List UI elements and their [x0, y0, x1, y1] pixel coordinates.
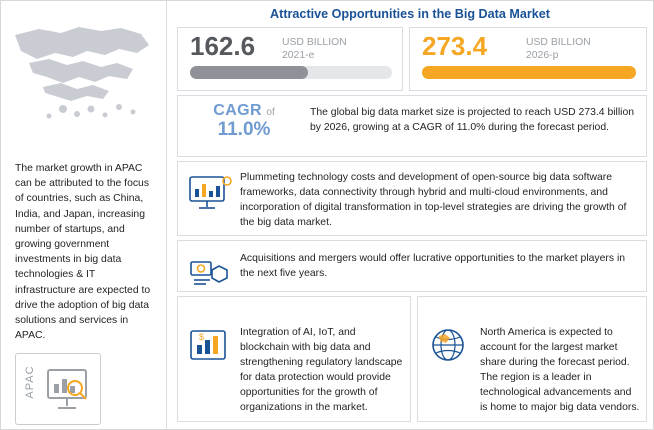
apac-badge — [15, 353, 101, 425]
stat-value-2026: 273.4 — [422, 31, 488, 61]
insight-card-acquisitions — [177, 240, 647, 292]
bar-chart-monitor-icon — [186, 171, 234, 215]
svg-text:$: $ — [199, 332, 205, 342]
stat-bar-fill-2026 — [422, 66, 636, 79]
stat-year-2021: 2021-e — [282, 50, 315, 61]
stat-unit-2021 — [282, 36, 392, 62]
cagr-of-label: of — [266, 107, 275, 118]
cagr-heading — [186, 102, 302, 120]
insight-card-technology-costs — [177, 161, 647, 236]
globe-icon — [426, 323, 474, 367]
stat-unit-line1-2026: USD BILLION — [526, 37, 591, 48]
insight-text-technology-costs: Plummeting technology costs and development of open-source big data software frameworks, data connectivity through hybrid and multi-cloud environments, and incorporation of digital transformation in top-level strategies are driving the growth of the big data market. — [240, 172, 627, 228]
cagr-label: CAGR — [213, 102, 262, 119]
apac-map-icon — [9, 19, 159, 129]
stat-bar-track-2021 — [190, 66, 392, 79]
stat-unit-2026 — [526, 36, 636, 62]
insight-text-acquisitions: Acquisitions and mergers would offer lucrative opportunities to the market players in the next five years. — [240, 253, 626, 279]
insight-text-north-america: North America is expected to account for the largest market share during the forecast period. The region is a leader in technological advancements and is home to major big data vendors. — [480, 327, 640, 413]
insight-card-north-america — [417, 296, 647, 422]
stat-card-2026 — [409, 27, 647, 91]
insight-text-ai-iot-blockchain: Integration of AI, IoT, and blockchain with big data and strengthening regulatory landscape for data protection would provide opportunities for the growth of organizations in the market. — [240, 327, 403, 413]
insight-card-ai-iot-blockchain — [177, 296, 411, 422]
stat-bar-track-2026 — [422, 66, 636, 79]
apac-badge-label: APAC — [24, 365, 36, 399]
stat-year-2026: 2026-p — [526, 50, 559, 61]
cagr-card — [177, 95, 647, 157]
left-panel — [1, 1, 167, 429]
stat-bar-fill-2021 — [190, 66, 308, 79]
cagr-percent: 11.0% — [217, 119, 271, 140]
stat-unit-line1-2021: USD BILLION — [282, 37, 347, 48]
page-title: Attractive Opportunities in the Big Data Market — [270, 7, 550, 21]
cagr-figure — [186, 102, 302, 140]
dollar-bar-chart-icon — [186, 323, 234, 367]
stat-value-2021: 162.6 — [190, 31, 256, 61]
stat-card-2021 — [177, 27, 403, 91]
money-handshake-icon — [186, 250, 234, 294]
presentation-chart-search-icon — [42, 364, 92, 414]
apac-description: The market growth in APAC can be attributed to the focus of countries, such as China, India, and Japan, increasing number of startups, and growing government investments in big data technologies & IT infrastructure are expected to drive the adoption of big data solutions and services in APAC. — [15, 163, 151, 342]
cagr-description: The global big data market size is projected to reach USD 273.4 billion by 2026, growing at a CAGR of 11.0% during the forecast period. — [310, 107, 635, 133]
